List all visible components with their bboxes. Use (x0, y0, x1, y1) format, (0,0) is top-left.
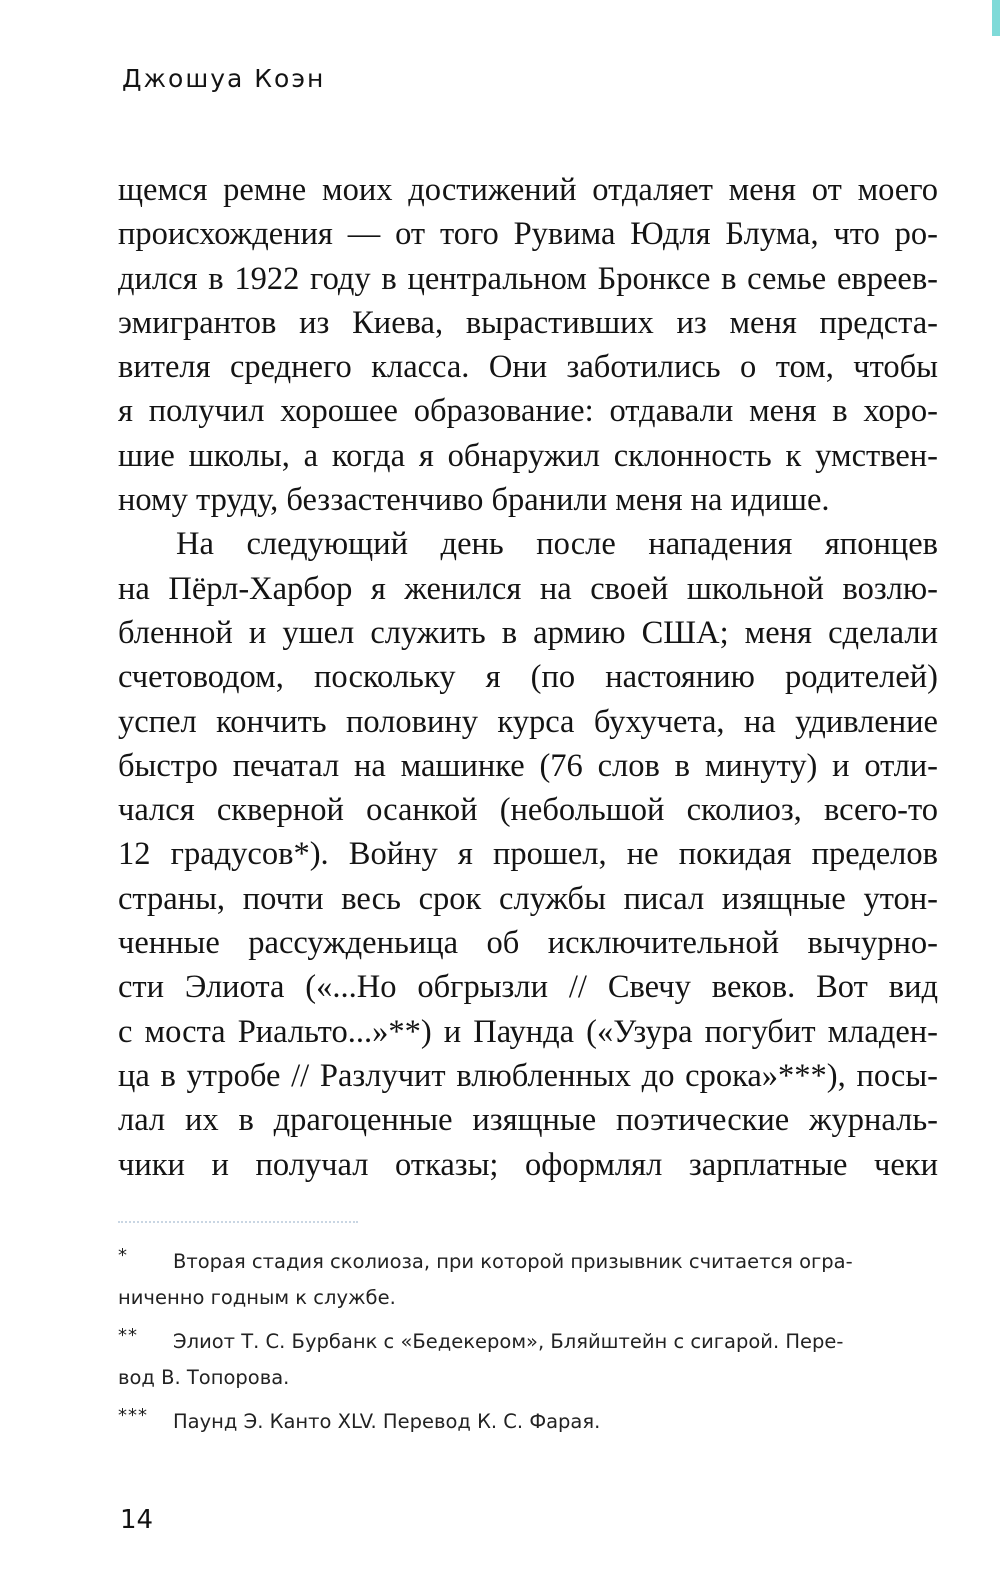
body-line: ца в утробе // Разлучит влюбленных до срока»***), посы- (118, 1057, 938, 1094)
footnote-2 (118, 1324, 938, 1396)
body-line: ченные рассужденьица об исключительной вычурно- (118, 925, 938, 962)
body-line: страны, почти весь срок службы писал изящные утон- (118, 880, 938, 917)
footnote-marker: *** (118, 1405, 148, 1426)
body-line: эмигрантов из Киева, вырастивших из меня предста- (118, 304, 938, 341)
running-head: Джошуа Коэн (122, 64, 326, 93)
footnote-marker: * (118, 1245, 128, 1266)
footnote-marker: ** (118, 1325, 138, 1346)
body-line: вителя среднего класса. Они заботились о том, чтобы (118, 349, 938, 386)
footnote-3 (118, 1404, 938, 1440)
body-line: я получил хорошее образование: отдавали меня в хоро- (118, 393, 938, 430)
body-line: ному труду, беззастенчиво бранили меня на идише. (118, 482, 830, 519)
body-line: дился в 1922 году в центральном Бронксе в семье евреев- (118, 260, 938, 297)
body-text (118, 168, 938, 1187)
body-line: 12 градусов*). Войну я прошел, не покидая пределов (118, 836, 938, 873)
page-number: 14 (120, 1505, 154, 1535)
footnote-line: вод В. Топорова. (118, 1366, 290, 1389)
body-line: сти Элиота («...Но обгрызли // Свечу веков. Вот вид (118, 969, 938, 1006)
body-line: На следующий день после нападения японцев (176, 526, 938, 563)
footnote-line: Элиот Т. С. Бурбанк с «Бедекером», Бляйштейн с сигарой. Пере- (173, 1330, 844, 1353)
body-line: шие школы, а когда я обнаружил склонность к умствен- (118, 437, 938, 474)
body-line: успел кончить половину курса бухучета, на удивление (118, 703, 938, 740)
footnote-line: ниченно годным к службе. (118, 1286, 396, 1309)
body-line: на Пёрл-Харбор я женился на своей школьной возлю- (118, 570, 938, 607)
footnote-line: Вторая стадия сколиоза, при которой призывник считается огра- (173, 1250, 853, 1273)
body-line: происхождения — от того Рувима Юдля Блума, что ро- (118, 216, 938, 253)
body-line: чики и получал отказы; оформлял зарплатные чеки (118, 1146, 938, 1183)
body-line: счетоводом, поскольку я (по настоянию родителей) (118, 659, 938, 696)
body-line: щемся ремне моих достижений отдаляет меня от моего (118, 172, 938, 208)
body-line: быстро печатал на машинке (76 слов в минуту) и отли- (118, 747, 938, 784)
body-line: чался скверной осанкой (небольшой сколиоз, всего-то (118, 792, 938, 829)
body-line: лал их в драгоценные изящные поэтические журналь- (118, 1102, 938, 1139)
footnote-line: Паунд Э. Канто XLV. Перевод К. С. Фарая. (173, 1410, 601, 1433)
footnotes (118, 1244, 938, 1448)
body-line: с моста Риальто...»**) и Паунда («Узура погубит младен- (118, 1013, 938, 1050)
footnote-1 (118, 1244, 938, 1316)
body-line: бленной и ушел служить в армию США; меня сделали (118, 614, 938, 651)
page-edge-mark (992, 0, 1000, 36)
footnote-separator (118, 1221, 358, 1223)
